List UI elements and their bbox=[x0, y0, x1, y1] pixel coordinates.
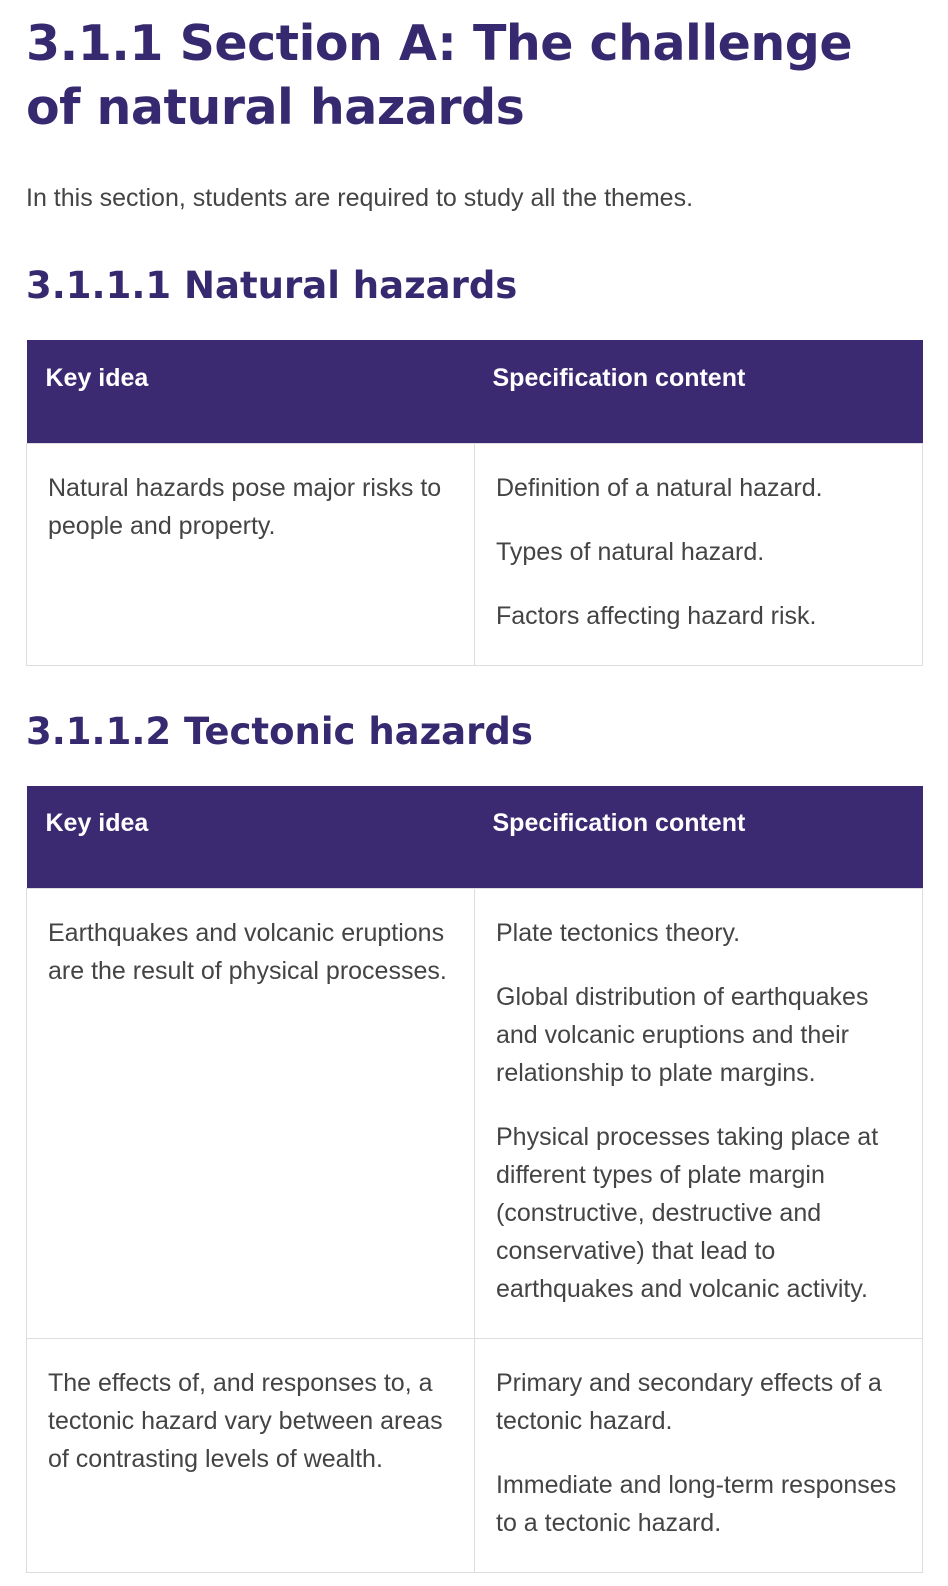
key-idea-text: The effects of, and responses to, a tectonic hazard vary between areas of contrasting levels of wealth. bbox=[48, 1369, 443, 1473]
specification-item: Primary and secondary effects of a tectonic hazard. bbox=[496, 1369, 882, 1435]
specification-item: Global distribution of earthquakes and volcanic eruptions and their relationship to plate margins. bbox=[496, 983, 869, 1087]
intro-text: In this section, students are required to study all the themes. bbox=[26, 184, 694, 212]
key-idea-text: Earthquakes and volcanic eruptions are the result of physical processes. bbox=[48, 919, 447, 985]
spec-table-natural-hazards bbox=[26, 340, 923, 666]
column-header-specification-content: Specification content bbox=[475, 340, 923, 443]
key-idea-cell bbox=[27, 1339, 475, 1573]
column-header-key-idea: Key idea bbox=[27, 340, 475, 443]
specification-content-cell bbox=[475, 889, 923, 1339]
specification-item: Definition of a natural hazard. bbox=[496, 473, 823, 502]
column-header-specification-content: Specification content bbox=[475, 786, 923, 889]
section-heading-natural-hazards: 3.1.1.1 Natural hazards bbox=[26, 264, 518, 307]
specification-content-cell bbox=[475, 1339, 923, 1573]
page-content bbox=[0, 12, 948, 1573]
key-idea-text: Natural hazards pose major risks to people and property. bbox=[48, 473, 442, 540]
specification-content-cell bbox=[475, 443, 923, 665]
table-row bbox=[27, 1339, 923, 1573]
specification-item: Physical processes taking place at different types of plate margin (constructive, destructive and conservative) that lead to earthquakes and volcanic activity. bbox=[496, 1123, 879, 1303]
table-header-row bbox=[27, 786, 923, 889]
spec-table-tectonic-hazards bbox=[26, 786, 923, 1574]
specification-item: Immediate and long-term responses to a tectonic hazard. bbox=[496, 1471, 897, 1537]
key-idea-cell bbox=[27, 443, 475, 665]
table-row bbox=[27, 443, 923, 665]
key-idea-cell bbox=[27, 889, 475, 1339]
section-heading-tectonic-hazards: 3.1.1.2 Tectonic hazards bbox=[26, 709, 533, 753]
column-header-key-idea: Key idea bbox=[27, 786, 475, 889]
table-row bbox=[27, 889, 923, 1339]
table-header-row bbox=[27, 340, 923, 443]
specification-item: Factors affecting hazard risk. bbox=[496, 601, 817, 630]
specification-item: Plate tectonics theory. bbox=[496, 919, 741, 947]
specification-item: Types of natural hazard. bbox=[496, 537, 765, 566]
page-title: 3.1.1 Section A: The challenge of natural hazards bbox=[26, 15, 853, 136]
